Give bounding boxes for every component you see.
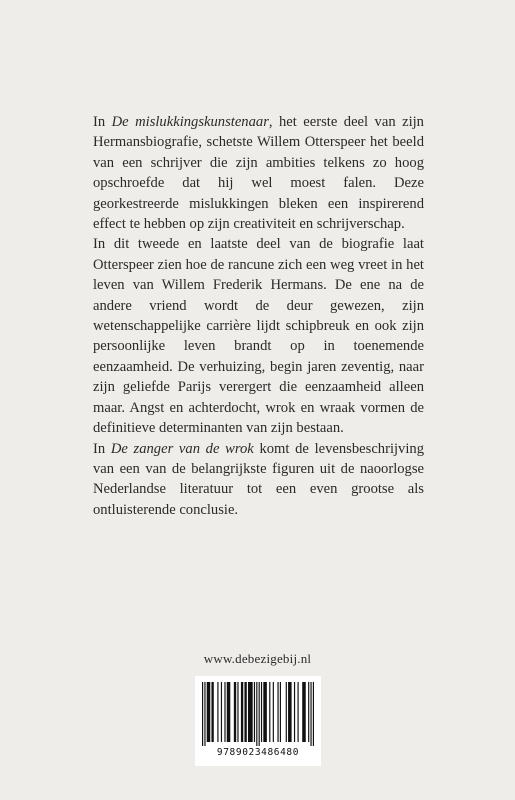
barcode-bar bbox=[310, 682, 311, 746]
barcode-bar bbox=[256, 682, 257, 746]
blurb-p1-text: , het eerste deel van zijn Hermansbiografie, schetste Willem Otterspeer het beeld van een schrijver die zijn ambities telkens zo hoog opschroefde dat hij wel moest falen. Deze georkestreerde mislukkingen bleken een inspirerend effect te hebben op zijn creativiteit en schrijverschap. bbox=[93, 114, 424, 233]
barcode-bar bbox=[241, 682, 243, 742]
barcode-bar bbox=[237, 682, 238, 742]
barcode-bar bbox=[221, 682, 222, 742]
barcode-bar bbox=[204, 682, 205, 746]
blurb-paragraph-1 bbox=[93, 112, 424, 234]
barcode-bar bbox=[211, 682, 213, 742]
book-title-part-1: De mislukkingskunstenaar bbox=[111, 114, 269, 130]
blurb-p3-text: komt de levensbeschrijving van een van de belangrijkste figuren uit de naoorlogse Nederlandse literatuur tot een even grootse als ontluisterende conclusie. bbox=[93, 440, 425, 518]
barcode-bar bbox=[261, 682, 262, 742]
barcode-bar bbox=[224, 682, 225, 742]
barcode-bar bbox=[207, 682, 211, 742]
barcode-bar bbox=[202, 682, 203, 746]
barcode-bar bbox=[280, 682, 281, 742]
barcode-bar bbox=[259, 682, 260, 746]
barcode-bar bbox=[217, 682, 218, 742]
isbn-number: 9789023486480 bbox=[216, 747, 300, 758]
barcode-bar bbox=[273, 682, 274, 742]
barcode-bars bbox=[202, 682, 314, 746]
isbn-barcode bbox=[195, 676, 321, 766]
barcode-bar bbox=[286, 682, 287, 742]
barcode-bar bbox=[297, 682, 298, 742]
barcode-bar bbox=[234, 682, 236, 742]
blurb-paragraph-3 bbox=[93, 439, 424, 521]
blurb-p1-lead: In bbox=[93, 114, 112, 130]
barcode-bar bbox=[254, 682, 255, 742]
barcode-bar bbox=[313, 682, 314, 746]
barcode-bar bbox=[294, 682, 295, 742]
barcode-bar bbox=[308, 682, 309, 742]
book-title-part-2: De zanger van de wrok bbox=[110, 440, 254, 457]
barcode-bar bbox=[288, 682, 292, 742]
barcode-bar bbox=[277, 682, 278, 742]
barcode-bar bbox=[248, 682, 253, 742]
barcode-bar bbox=[269, 682, 270, 742]
barcode-bar bbox=[302, 682, 306, 742]
back-cover-blurb bbox=[93, 112, 424, 520]
blurb-p3-lead: In bbox=[93, 440, 111, 457]
barcode-bar bbox=[244, 682, 246, 742]
barcode-bar bbox=[263, 682, 267, 742]
publisher-website: www.debezigebij.nl bbox=[203, 651, 312, 666]
blurb-paragraph-2: In dit tweede en laatste deel van de biografie laat Otterspeer zien hoe de rancune zich een weg vreet in het leven van Willem Frederik Hermans. De ene na de andere vriend wordt de deur gewezen, zijn wetenschappelijke carrière lijdt schipbreuk en ook zijn persoonlijke leven brandt op in toenemende eenzaamheid. De verhuizing, begin jaren zeventig, naar zijn geliefde Parijs verergert die eenzaamheid alleen maar. Angst en achterdocht, wrok en wraak vormen de definitieve determinanten van zijn bestaan. bbox=[93, 236, 424, 437]
barcode-bar bbox=[227, 682, 231, 742]
